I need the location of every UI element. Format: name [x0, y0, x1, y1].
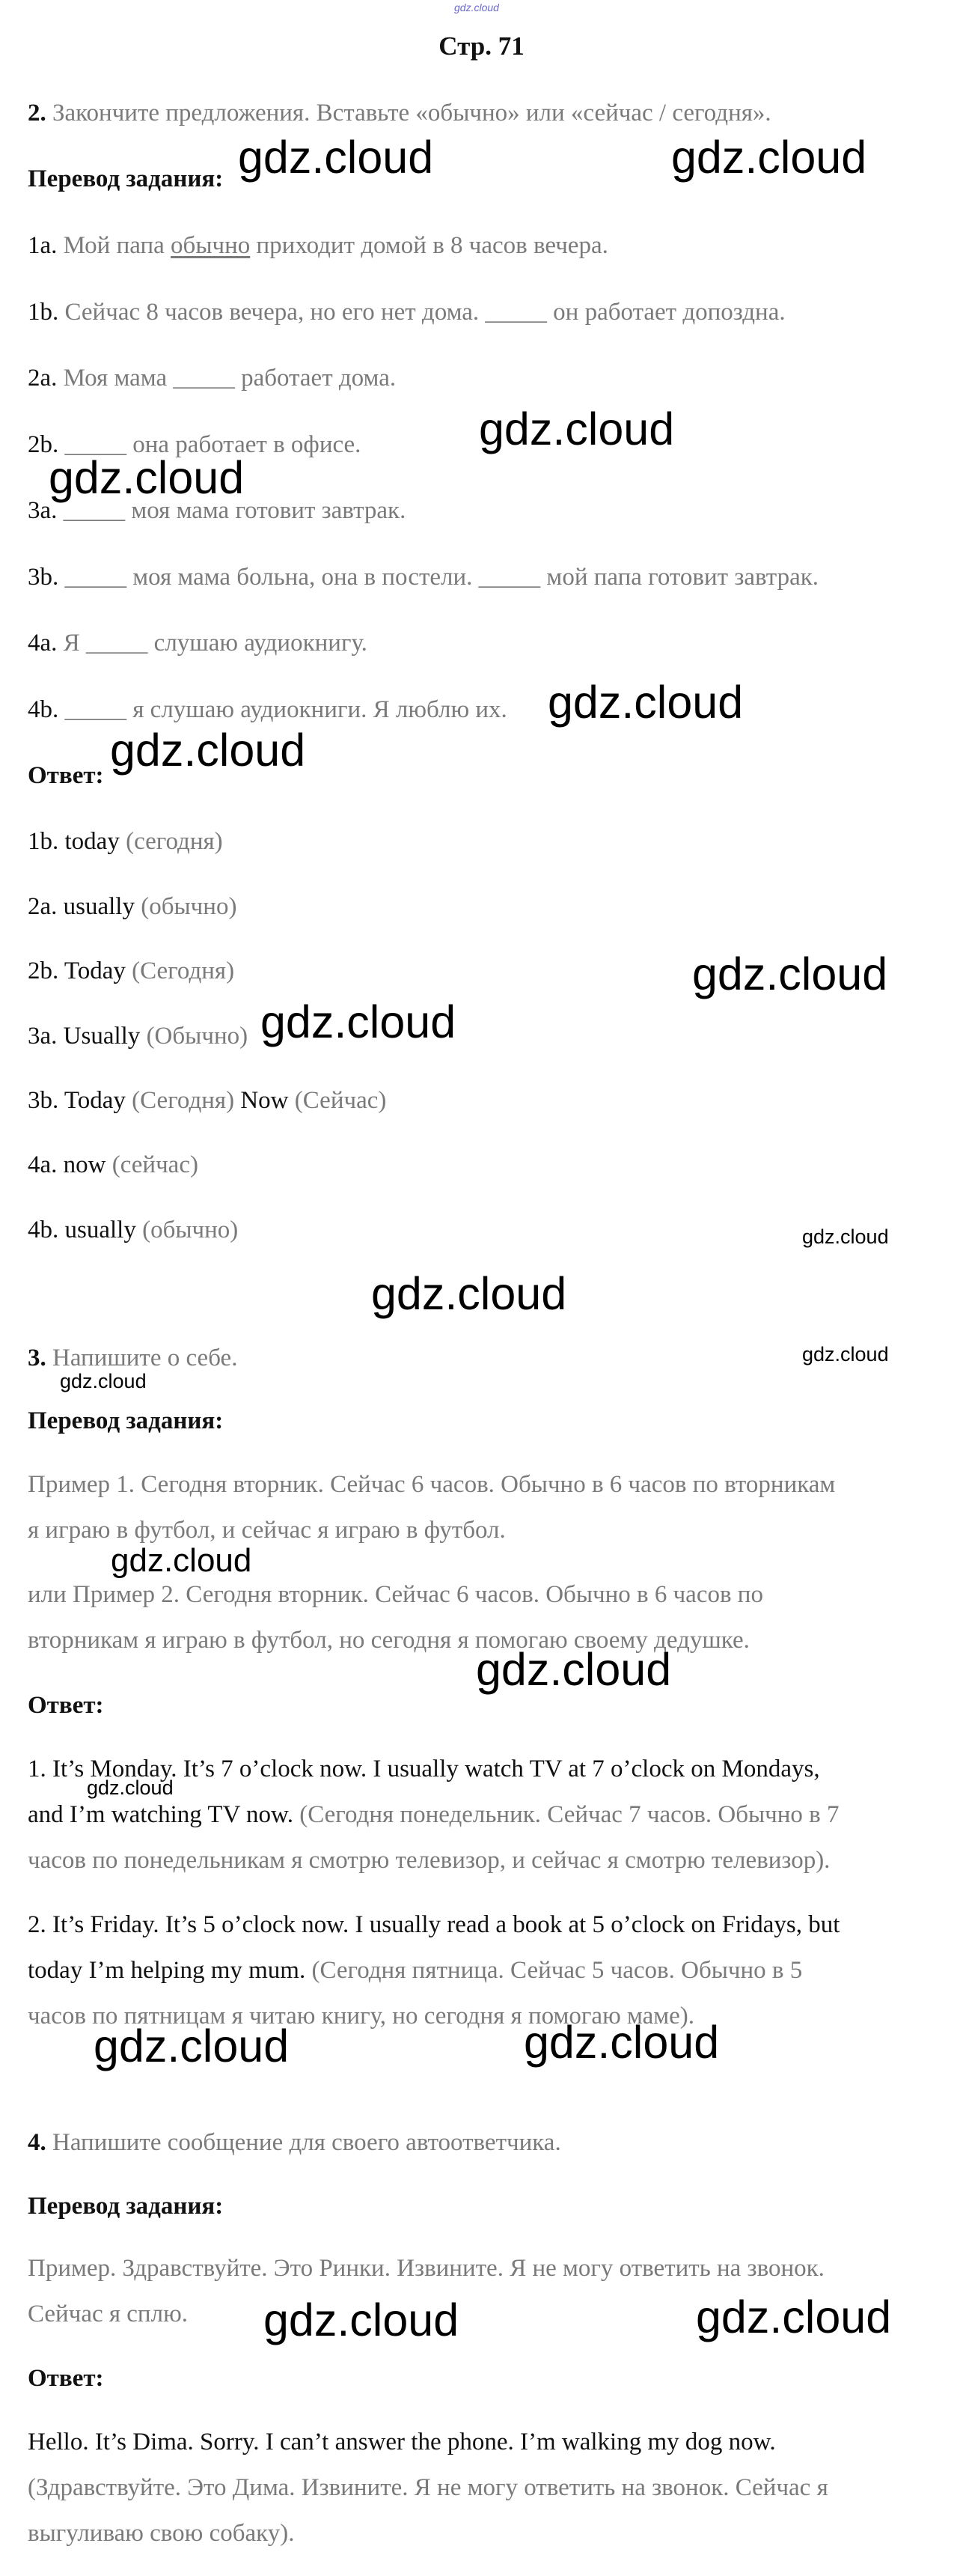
answer-4a: [28, 1150, 198, 1180]
watermark: gdz.cloud: [263, 2295, 459, 2345]
watermark: gdz.cloud: [479, 404, 675, 454]
answer-english: today I’m helping my mum.: [28, 1957, 306, 1984]
line-text: приходит домой в 8 часов вечера.: [250, 232, 608, 259]
task3-example2-line1: или Пример 2. Сегодня вторник. Сейчас 6 часов. Обычно в 6 часов по: [28, 1581, 763, 1608]
task4-example-line1: Пример. Здравствуйте. Это Ринки. Извините. Я не могу ответить на звонок.: [28, 2255, 825, 2282]
line-text: Мой папа: [63, 232, 171, 259]
answer-translation: (Сейчас): [288, 1087, 387, 1114]
task4-translation-heading: Перевод задания:: [28, 2193, 224, 2220]
task3-answer-heading: Ответ:: [28, 1692, 104, 1719]
answer-4b: [28, 1215, 238, 1245]
line-text: Сейчас 8 часов вечера, но его нет дома. _____ он работает допоздна.: [64, 299, 786, 326]
answer-translation: (Сегодня понедельник. Сейчас 7 часов. Обычно в 7: [293, 1801, 840, 1828]
answer-key: 4b. usually: [28, 1217, 136, 1243]
task4-number: 4.: [28, 2129, 46, 2156]
line-text: Моя мама _____ работает дома.: [63, 365, 397, 392]
watermark: gdz.cloud: [260, 996, 456, 1047]
watermark: gdz.cloud: [802, 1343, 889, 1365]
line-text: _____ она работает в офисе.: [64, 431, 361, 458]
task3-example1-line1: Пример 1. Сегодня вторник. Сейчас 6 часов. Обычно в 6 часов по вторникам: [28, 1471, 836, 1498]
task3-answer1-line2: [28, 1800, 840, 1830]
answer-translation: (Сегодня пятница. Сейчас 5 часов. Обычно в 5: [305, 1957, 803, 1984]
task3-translation-heading: Перевод задания:: [28, 1407, 224, 1434]
line-number: 3b.: [28, 564, 59, 591]
answer-key: 2a. usually: [28, 893, 135, 920]
task2-line-4a: [28, 628, 367, 658]
task2-prompt: [28, 98, 771, 128]
task2-line-4b: [28, 695, 507, 725]
task2-prompt-text: Закончите предложения. Вставьте «обычно» или «сейчас / сегодня».: [52, 100, 771, 127]
task4-answer-heading: Ответ:: [28, 2365, 104, 2392]
answer-key: Now: [240, 1087, 289, 1114]
task3-answer2-line2: [28, 1955, 802, 1985]
answer-key: 3b. Today: [28, 1087, 126, 1114]
watermark: gdz.cloud: [692, 949, 888, 999]
answer-3a: [28, 1021, 248, 1051]
watermark: gdz.cloud: [802, 1225, 889, 1248]
watermark: gdz.cloud: [87, 1776, 174, 1799]
answer-key: 2b. Today: [28, 957, 126, 984]
task2-translation-heading: Перевод задания:: [28, 165, 224, 192]
answer-3b: [28, 1085, 386, 1115]
watermark: gdz.cloud: [49, 452, 245, 503]
page-title: Стр. 71: [438, 31, 525, 61]
watermark: gdz.cloud: [60, 1370, 147, 1392]
task2-line-2a: [28, 363, 396, 393]
line-text: _____ моя мама больна, она в постели. _____ мой папа готовит завтрак.: [64, 564, 819, 591]
line-number: 2b.: [28, 431, 59, 458]
task4-answer-line2: (Здравствуйте. Это Дима. Извините. Я не могу ответить на звонок. Сейчас я: [28, 2474, 828, 2501]
task3-prompt-text: Напишите о себе.: [52, 1345, 238, 1371]
watermark: gdz.cloud: [94, 2021, 290, 2071]
watermark: gdz.cloud: [671, 132, 867, 183]
watermark: gdz.cloud: [110, 725, 306, 776]
task4-prompt: [28, 2128, 561, 2158]
answer-translation: (обычно): [134, 893, 237, 920]
watermark: gdz.cloud: [238, 132, 434, 183]
task3-number: 3.: [28, 1345, 46, 1371]
task3-answer2-line1: 2. It’s Friday. It’s 5 o’clock now. I usually read a book at 5 o’clock on Fridays, but: [28, 1911, 840, 1938]
watermark: gdz.cloud: [524, 2017, 720, 2068]
answer-translation: (обычно): [135, 1217, 239, 1243]
task2-number: 2.: [28, 100, 46, 127]
line-text: _____ я слушаю аудиокниги. Я люблю их.: [64, 696, 507, 723]
line-number: 1a.: [28, 232, 58, 259]
line-text: _____ моя мама готовит завтрак.: [63, 497, 406, 524]
answer-key: 4a. now: [28, 1151, 106, 1178]
task3-example1-line2: я играю в футбол, и сейчас я играю в футбол.: [28, 1517, 506, 1544]
task4-prompt-text: Напишите сообщение для своего автоответчика.: [52, 2129, 561, 2156]
task2-line-3b: [28, 562, 819, 592]
task3-prompt: [28, 1343, 237, 1373]
task2-line-1a: [28, 231, 608, 261]
answer-2a: [28, 892, 236, 922]
watermark: gdz.cloud: [371, 1268, 567, 1319]
task3-answer2-line3: часов по пятницам я читаю книгу, но сегодня я помогаю маме).: [28, 2003, 695, 2030]
line-number: 3a.: [28, 497, 58, 524]
answer-english: and I’m watching TV now.: [28, 1801, 293, 1828]
watermark: gdz.cloud: [696, 2292, 892, 2342]
answer-translation: (сегодня): [119, 828, 223, 855]
answer-2b: [28, 956, 234, 986]
watermark: gdz.cloud: [476, 1644, 672, 1695]
task3-answer1-line3: часов по понедельникам я смотрю телевизор, и сейчас я смотрю телевизор).: [28, 1847, 831, 1874]
line-number: 4b.: [28, 696, 59, 723]
task4-answer-line3: выгуливаю свою собаку).: [28, 2520, 295, 2547]
watermark: gdz.cloud: [548, 677, 744, 728]
task3-answer1-line1: 1. It’s Monday. It’s 7 o’clock now. I usually watch TV at 7 o’clock on Mondays,: [28, 1756, 820, 1782]
task2-answer-heading: Ответ:: [28, 762, 104, 789]
task3-example2-line2: вторникам я играю в футбол, но сегодня я помогаю своему дедушке.: [28, 1627, 750, 1654]
answer-translation: (Обычно): [140, 1023, 248, 1050]
line-number: 1b.: [28, 299, 59, 326]
answer-1b: [28, 826, 223, 856]
answer-translation: (Сегодня): [125, 1087, 241, 1114]
line-text: Я _____ слушаю аудиокнигу.: [63, 630, 367, 657]
line-number: 4a.: [28, 630, 58, 657]
top-watermark: gdz.cloud: [454, 1, 499, 13]
task4-example-line2: Сейчас я сплю.: [28, 2301, 188, 2327]
task4-answer-line1: Hello. It’s Dima. Sorry. I can’t answer the phone. I’m walking my dog now.: [28, 2429, 776, 2455]
answer-translation: (сейчас): [106, 1151, 198, 1178]
answer-translation: (Сегодня): [125, 957, 235, 984]
answer-key: 3a. Usually: [28, 1023, 141, 1050]
task2-line-1b: [28, 297, 786, 327]
underlined-word: обычно: [171, 232, 251, 259]
line-number: 2a.: [28, 365, 58, 392]
watermark: gdz.cloud: [111, 1542, 252, 1579]
answer-key: 1b. today: [28, 828, 120, 855]
